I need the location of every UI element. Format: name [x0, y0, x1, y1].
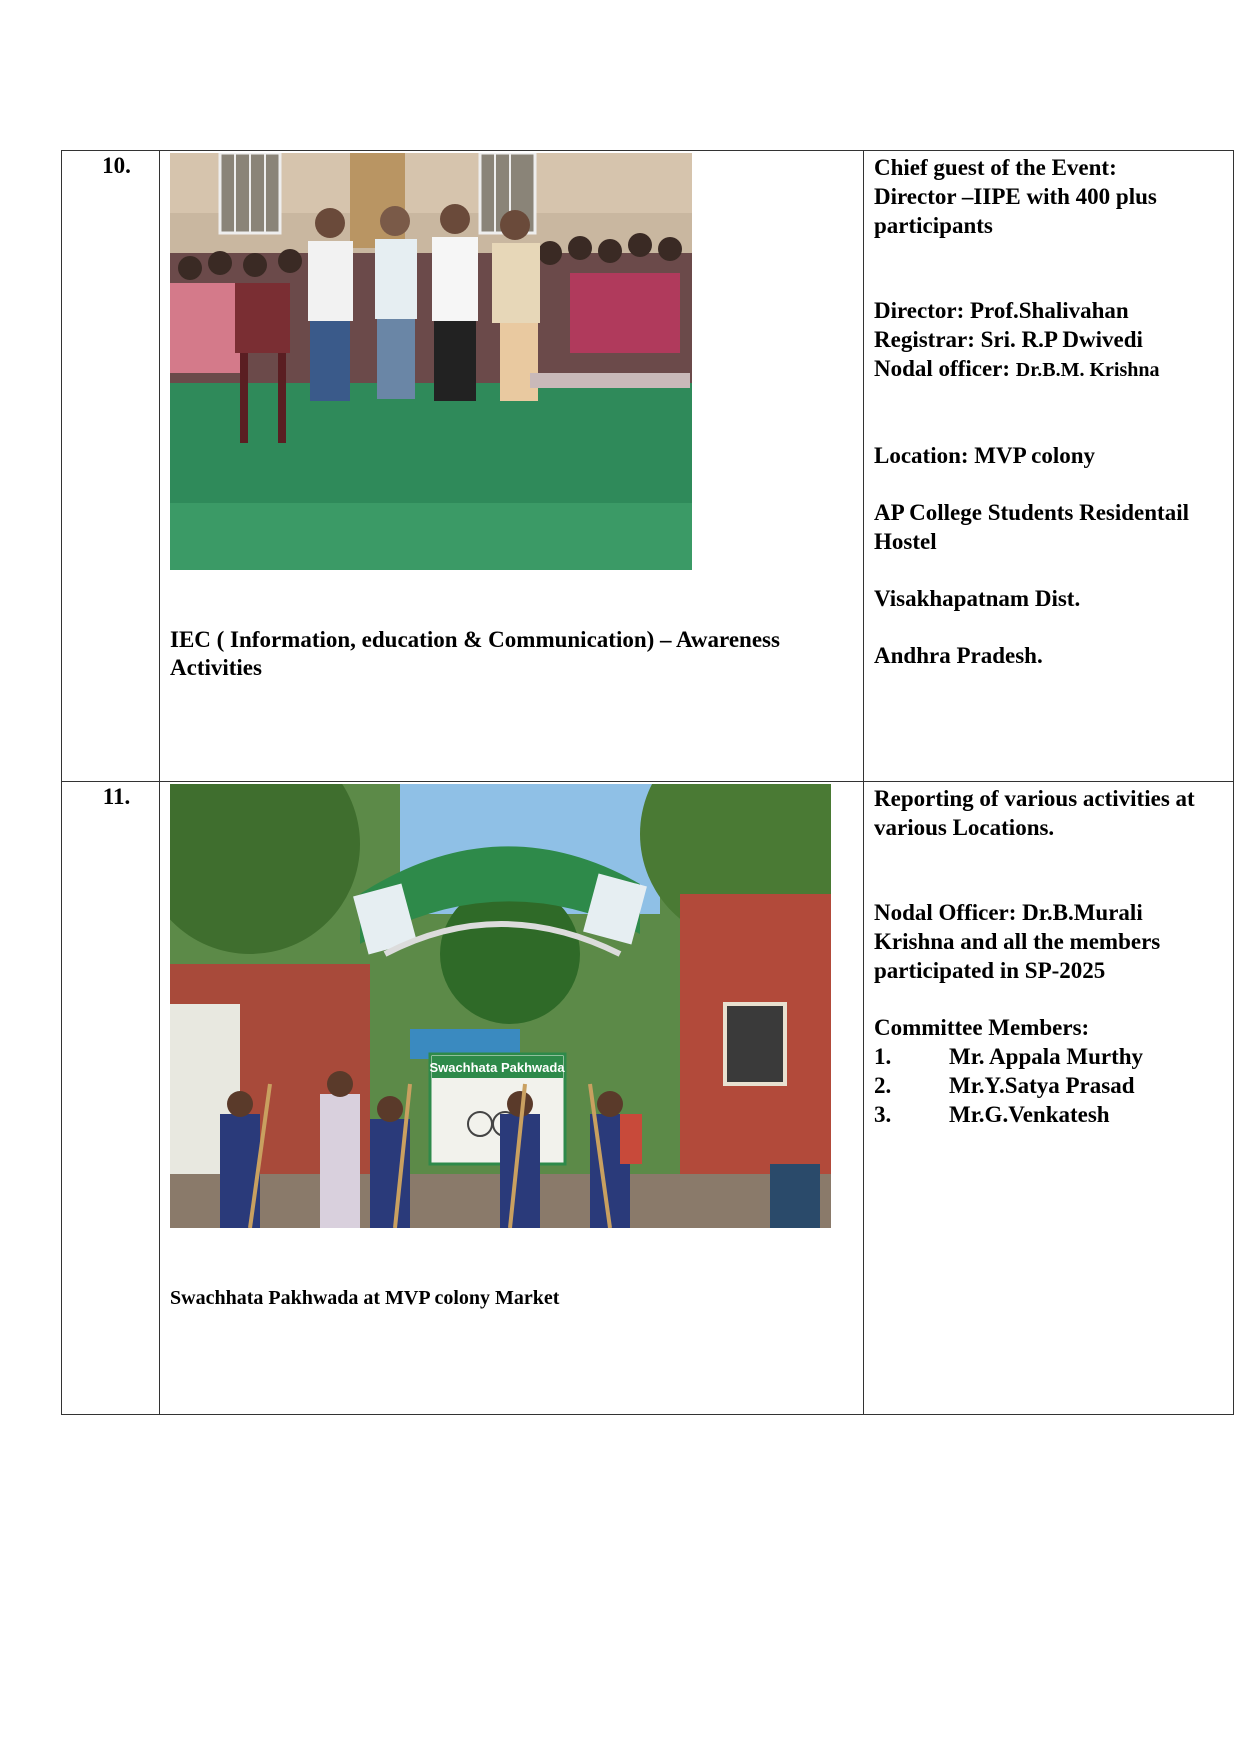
- activity-table: [61, 150, 1234, 1415]
- location-line: Location: MVP colony: [874, 443, 1096, 468]
- activity-caption: IEC ( Information, education & Communication) – Awareness Activities: [170, 627, 780, 680]
- hostel-line: AP College Students Residentail Hostel: [874, 500, 1189, 554]
- row-number: 10.: [102, 153, 131, 178]
- photo-group-seated-event: [170, 153, 692, 570]
- chief-guest-value: Director –IIPE with 400 plus participants: [874, 184, 1157, 238]
- nodal-value: Dr.B.M. Krishna: [1015, 359, 1160, 381]
- activity-cell: [160, 151, 864, 782]
- nodal-label: Nodal officer:: [874, 356, 1016, 381]
- chief-guest-label: Chief guest of the Event:: [874, 155, 1117, 180]
- committee-list: [874, 1042, 1223, 1129]
- list-item: 2. Mr.Y.Satya Prasad: [874, 1073, 1135, 1098]
- table-row: [62, 782, 1234, 1415]
- list-item: 1. Mr. Appala Murthy: [874, 1044, 1144, 1069]
- committee-label: Committee Members:: [874, 1015, 1090, 1040]
- photo-market-cleaning-drive: [170, 784, 831, 1228]
- activity-cell: [160, 782, 864, 1415]
- photo-illustration: [170, 784, 831, 1228]
- nodal-officer-line: [874, 354, 1223, 385]
- banner-text: Swachhata Pakhwada: [429, 1060, 565, 1075]
- table-row: [62, 151, 1234, 782]
- row-number-cell: [62, 782, 160, 1415]
- reporting-line: Reporting of various activities at various Locations.: [874, 786, 1195, 840]
- district-line: Visakhapatnam Dist.: [874, 586, 1081, 611]
- director-line: Director: Prof.Shalivahan: [874, 298, 1129, 323]
- activity-caption: Swachhata Pakhwada at MVP colony Market: [170, 1287, 560, 1309]
- row-number: 11.: [102, 784, 131, 809]
- list-item: 3. Mr.G.Venkatesh: [874, 1102, 1110, 1127]
- photo-illustration: [170, 153, 692, 570]
- details-cell: [864, 782, 1234, 1415]
- state-line: Andhra Pradesh.: [874, 643, 1043, 668]
- registrar-line: Registrar: Sri. R.P Dwivedi: [874, 327, 1143, 352]
- nodal-officer-line: Nodal Officer: Dr.B.Murali Krishna and all the members participated in SP-2025: [874, 900, 1161, 983]
- row-number-cell: [62, 151, 160, 782]
- details-cell: [864, 151, 1234, 782]
